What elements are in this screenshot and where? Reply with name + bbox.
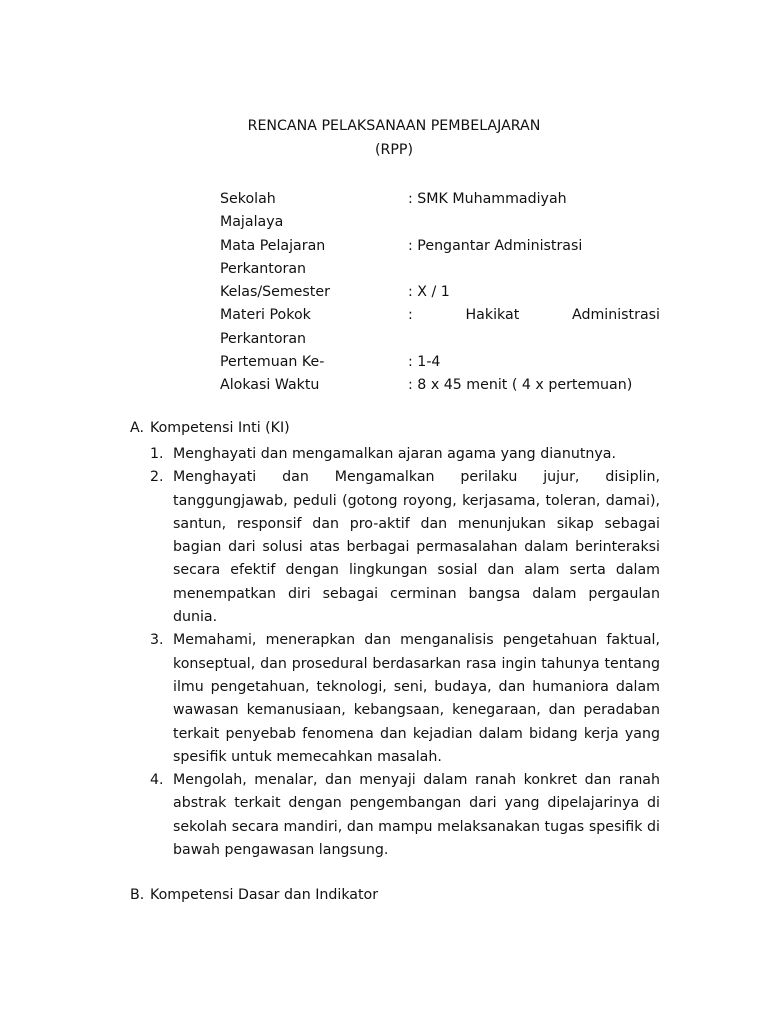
info-label: Materi Pokok — [220, 307, 311, 324]
list-number: 1. — [150, 446, 164, 462]
info-row-materi-pokok — [220, 304, 660, 327]
section-heading-kompetensi-dasar — [130, 887, 378, 903]
info-row-sekolah — [220, 188, 660, 211]
section-letter: B. — [130, 887, 145, 903]
info-row-continuation — [220, 211, 660, 234]
info-value-justified — [408, 304, 660, 327]
info-label: Alokasi Waktu — [220, 377, 320, 394]
info-value: : 8 x 45 menit ( 4 x pertemuan) — [408, 377, 633, 394]
info-label: Kelas/Semester — [220, 284, 330, 301]
info-value: : 1-4 — [408, 354, 441, 371]
info-label: Sekolah — [220, 191, 276, 207]
list-item — [150, 466, 660, 629]
list-item — [150, 629, 660, 769]
list-item — [150, 769, 660, 862]
info-row-pertemuan — [220, 351, 660, 374]
list-item — [150, 443, 660, 466]
info-colon: : — [408, 307, 413, 324]
info-value: : X / 1 — [408, 284, 450, 301]
info-label: Mata Pelajaran — [220, 237, 326, 254]
list-text: Mengolah, menalar, dan menyaji dalam ranah konkret dan ranah abstrak terkait dengan pengembangan dari yang dipelajarinya di sekolah secara mandiri, dan mampu melaksanakan tugas spesifik di bawah pengawasan langsung. — [173, 772, 660, 859]
info-label: Pertemuan Ke- — [220, 354, 325, 371]
info-row-continuation — [220, 258, 660, 281]
list-text: Memahami, menerapkan dan menganalisis pengetahuan faktual, konseptual, dan prosedural berdasarkan rasa ingin tahunya tentang ilmu pengetahuan, teknologi, seni, budaya, dan humaniora dalam wawasan kemanusiaan, kebangsaan, kenegaraan, dan peradaban terkait penyebab fenomena dan kejadian dalam bidang kerja yang spesifik untuk memecahkan masalah. — [173, 632, 660, 765]
section-title: Kompetensi Dasar dan Indikator — [150, 887, 379, 903]
list-text: Menghayati dan mengamalkan ajaran agama yang dianutnya. — [173, 446, 616, 462]
list-number: 2. — [150, 469, 164, 486]
info-row-alokasi-waktu — [220, 374, 660, 397]
info-value-continuation: Perkantoran — [220, 330, 307, 347]
info-value-continuation: Perkantoran — [220, 260, 307, 277]
info-word: Hakikat — [465, 307, 520, 324]
kompetensi-inti-list — [150, 443, 660, 862]
section-letter: A. — [130, 420, 144, 436]
info-value-continuation: Majalaya — [220, 214, 284, 231]
document-title: RENCANA PELAKSANAAN PEMBELAJARAN — [247, 118, 541, 134]
info-row-continuation — [220, 328, 660, 351]
section-title: Kompetensi Inti (KI) — [150, 420, 290, 436]
info-value: : Pengantar Administrasi — [408, 237, 583, 254]
info-row-mata-pelajaran — [220, 235, 660, 258]
list-number: 4. — [150, 772, 164, 789]
info-row-kelas-semester — [220, 281, 660, 304]
document-subtitle: (RPP) — [374, 142, 414, 158]
list-text: Menghayati dan Mengamalkan perilaku jujur, disiplin, tanggungjawab, peduli (gotong royong, kerjasama, toleran, damai), santun, responsif dan pro-aktif dan menunjukan sikap sebagai bagian dari solusi atas berbagai permasalahan dalam berinteraksi secara efektif dengan lingkungan sosial dan alam serta dalam menempatkan diri sebagai cerminan bangsa dalam pergaulan dunia. — [173, 469, 660, 626]
identity-block — [220, 188, 660, 398]
section-heading-kompetensi-inti — [130, 420, 290, 436]
info-word: Administrasi — [572, 307, 660, 324]
info-value: : SMK Muhammadiyah — [408, 191, 567, 207]
list-number: 3. — [150, 632, 164, 649]
